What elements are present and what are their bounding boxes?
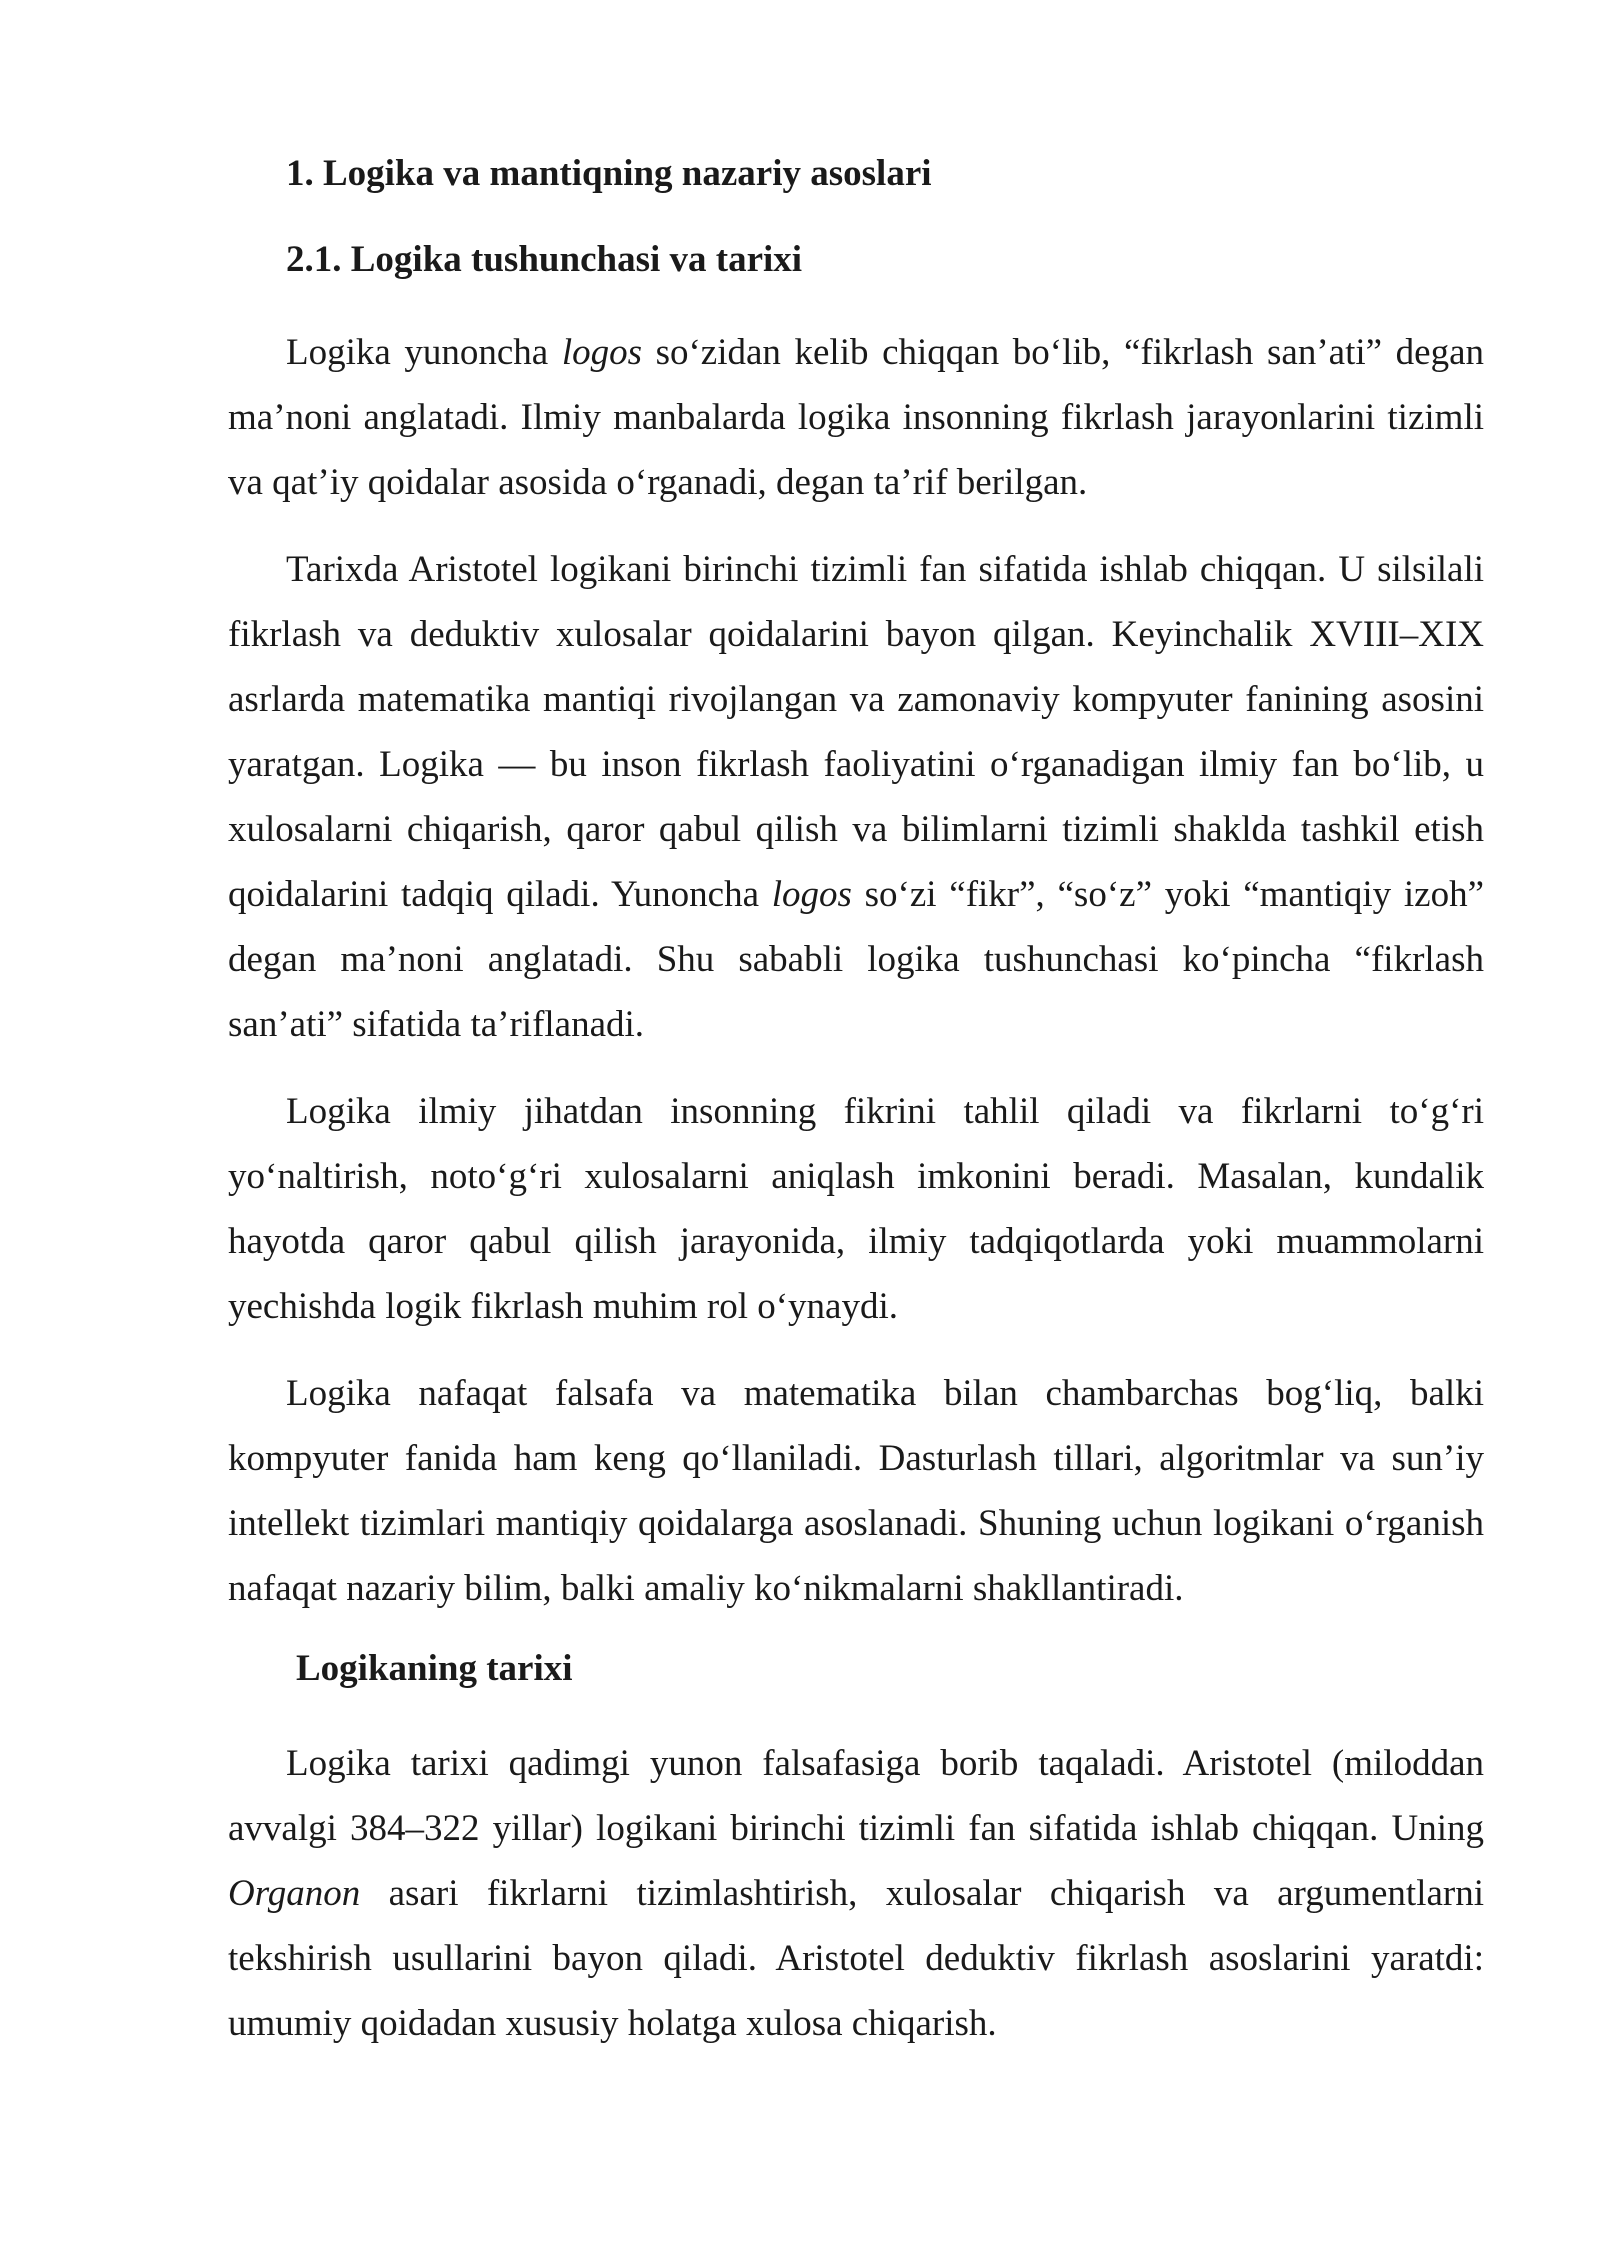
paragraph-2-italic-term: logos [771,874,852,915]
paragraph-1-italic-term: logos [561,332,642,373]
paragraph-1-text-a: Logika yunoncha [286,332,562,373]
paragraph-1 [228,320,1484,515]
paragraph-1-text-c: so‘zidan kelib chiqqan bo‘lib, “fikrlash san’ati” degan ma’noni anglatadi. Ilmiy manbalarda logika insonning fikrlash jarayonlarini tizimli va qat’iy qoidalar asosida o‘rganadi, degan ta’rif berilgan. [228,332,1484,503]
subheading-history: Logikaning tarixi [296,1648,573,1689]
paragraph-5-text-a: Logika tarixi qadimgi yunon falsafasiga borib taqaladi. Aristotel (miloddan avvalgi 384–322 yillar) logikani birinchi tizimli fan sifatida ishlab chiqqan. Uning [228,1743,1484,1849]
paragraph-5 [228,1731,1484,2056]
paragraph-5-text-c: asari fikrlarni tizimlashtirish, xulosalar chiqarish va argumentlarni tekshirish usullarini bayon qiladi. Aristotel deduktiv fikrlash asoslarini yaratdi: umumiy qoidadan xususiy holatga xulosa chiqarish. [228,1873,1484,2044]
paragraph-2 [228,537,1484,1057]
subsection-heading: 2.1. Logika tushunchasi va tarixi [286,239,803,280]
paragraph-3: Logika ilmiy jihatdan insonning fikrini tahlil qiladi va fikrlarni to‘g‘ri yo‘naltirish, noto‘g‘ri xulosalarni aniqlash imkonini beradi. Masalan, kundalik hayotda qaror qabul qilish jarayonida, ilmiy tadqiqotlarda yoki muammolarni yechishda logik fikrlash muhim rol o‘ynaydi. [228,1091,1484,1327]
paragraph-2-text-c: so‘zi “fikr”, “so‘z” yoki “mantiqiy izoh” degan ma’noni anglatadi. Shu sababli logika tushunchasi ko‘pincha “fikrlash san’ati” sifatida ta’riflanadi. [228,874,1485,1045]
paragraph-2-text-a: Tarixda Aristotel logikani birinchi tizimli fan sifatida ishlab chiqqan. U silsilali fikrlash va deduktiv xulosalar qoidalarini bayon qilgan. Keyinchalik XVIII–XIX asrlarda matematika mantiqi rivojlangan va zamonaviy kompyuter fanining asosini yaratgan. Logika — bu inson fikrlash faoliyatini o‘rganadigan ilmiy fan bo‘lib, u xulosalarni chiqarish, qaror qabul qilish va bilimlarni tizimli shaklda tashkil etish qoidalarini tadqiq qiladi. Yunoncha [228,549,1484,915]
paragraph-4: Logika nafaqat falsafa va matematika bilan chambarchas bog‘liq, balki kompyuter fanida ham keng qo‘llaniladi. Dasturlash tillari, algoritmlar va sun’iy intellekt tizimlari mantiqiy qoidalarga asoslanadi. Shuning uchun logikani o‘rganish nafaqat nazariy bilim, balki amaliy ko‘nikmalarni shakllantiradi. [228,1373,1484,1609]
paragraph-5-italic-term: Organon [228,1873,361,1914]
section-heading: 1. Logika va mantiqning nazariy asoslari [286,153,932,194]
